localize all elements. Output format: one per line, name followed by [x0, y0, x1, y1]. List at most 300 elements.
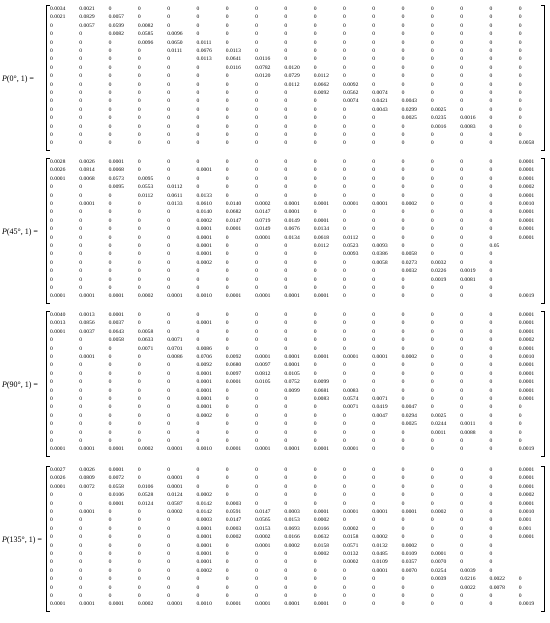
- matrix-cell: 0: [518, 132, 522, 138]
- matrix-cell: 0: [284, 90, 288, 96]
- matrix-cell: 0: [284, 345, 288, 352]
- matrix-cell: 0.0226: [430, 268, 447, 275]
- matrix-cell: 0.0057: [108, 14, 124, 21]
- matrix-cell: 0: [167, 276, 170, 283]
- matrix-cell: 0: [137, 6, 141, 12]
- matrix-cell: 0.0132: [343, 551, 359, 557]
- matrix-cell: 0.0058: [108, 337, 124, 344]
- matrix-cell: 0: [137, 167, 141, 174]
- matrix-cell: 0: [489, 234, 493, 241]
- matrix-cell: 0: [225, 81, 229, 88]
- matrix-cell: 0: [225, 192, 229, 199]
- matrix-cell: 0: [372, 467, 376, 473]
- matrix-cell: 0: [225, 328, 229, 335]
- matrix-cell: 0: [401, 48, 405, 54]
- matrix-cell: 0: [167, 14, 170, 21]
- matrix-cell: 0: [284, 259, 288, 266]
- matrix-cell: 0: [489, 184, 493, 191]
- matrix-cell: 0: [137, 209, 141, 216]
- matrix-cell: 0: [401, 167, 405, 174]
- matrix-cell: 0: [313, 98, 317, 105]
- matrix-cell: 0.0587: [167, 500, 183, 507]
- matrix-cell: 0.0099: [313, 379, 330, 386]
- matrix-cell: 0: [225, 542, 229, 549]
- matrix-cell: 0: [460, 175, 463, 182]
- matrix-cell: 0.0001: [518, 217, 535, 224]
- matrix-cell: 0.0002: [196, 217, 212, 224]
- matrix-cell: 0: [255, 175, 258, 182]
- matrix-cell: 0: [372, 276, 376, 283]
- matrix-cell: 0: [518, 14, 522, 21]
- matrix-cell: 0: [167, 412, 170, 419]
- matrix-cell: 0: [460, 234, 463, 241]
- matrix-cell: 0: [108, 517, 112, 524]
- matrix-cell: 0: [137, 387, 141, 394]
- matrix-cell: 0.0650: [167, 39, 183, 46]
- matrix-cell: 0: [108, 259, 112, 266]
- matrix-cell: 0.0071: [137, 345, 154, 352]
- matrix-cell: 0.0001: [196, 167, 212, 174]
- matrix-cell: 0: [460, 517, 463, 524]
- matrix-cell: 0: [79, 192, 83, 199]
- matrix-cell: 0: [225, 559, 229, 566]
- matrix-cell: 0.0001: [518, 345, 535, 352]
- matrix-cell: 0: [489, 467, 493, 473]
- matrix-cell: 0: [489, 312, 493, 318]
- matrix-cell: 0: [50, 387, 53, 394]
- matrix-cell: 0: [460, 354, 463, 360]
- matrix-cell: 0: [489, 81, 493, 88]
- matrix-cell: 0: [255, 387, 258, 394]
- matrix-cell: 0.0039: [430, 576, 447, 583]
- matrix-cell: 0: [108, 593, 112, 599]
- matrix-cell: 0: [313, 483, 317, 490]
- matrix-cell: 0: [196, 584, 200, 591]
- matrix-cell: 0: [284, 559, 288, 566]
- matrix-cell: 0: [196, 123, 200, 130]
- matrix-cell: 0: [284, 567, 288, 574]
- matrix-cell: 0: [430, 584, 434, 591]
- matrix-cell: 0: [284, 320, 288, 327]
- matrix-cell: 0.0001: [518, 159, 535, 165]
- matrix-cell: 0: [372, 140, 376, 147]
- matrix-p-135: [0, 466, 550, 612]
- matrix-cell: 0: [460, 31, 463, 38]
- matrix-cell: 0: [50, 559, 53, 566]
- matrix-cell: 0: [50, 81, 53, 88]
- matrix-cell: 0: [489, 542, 493, 549]
- matrix-cell: 0: [518, 429, 522, 436]
- matrix-cell: 0: [430, 379, 434, 386]
- matrix-cell: 0.0523: [343, 243, 359, 249]
- matrix-cell: 0: [79, 492, 83, 499]
- matrix-label-var: P: [2, 535, 7, 544]
- matrix-cell: 0: [460, 64, 463, 71]
- matrix-cell: 0.0610: [196, 201, 212, 207]
- matrix-cell: 0: [79, 39, 83, 46]
- matrix-cell: 0: [343, 132, 346, 138]
- matrix-cell: 0: [489, 140, 493, 147]
- matrix-cell: 0: [108, 429, 112, 436]
- matrix-cell: 0.0002: [372, 534, 388, 541]
- matrix-cell: 0.0074: [372, 90, 388, 96]
- matrix-cell: 0.0001: [50, 483, 66, 490]
- matrix-cell: 0: [225, 31, 229, 38]
- matrix-cell: 0: [108, 421, 112, 428]
- matrix-cell: 0: [225, 475, 229, 482]
- matrix-cell: 0: [137, 551, 141, 557]
- matrix-cell: 0: [313, 362, 317, 369]
- matrix-cell: 0.0043: [401, 98, 417, 105]
- matrix-cell: 0: [401, 184, 405, 191]
- matrix-cell: 0.0001: [196, 370, 212, 377]
- matrix-cell: 0: [313, 132, 317, 138]
- matrix-cell: 0: [460, 551, 463, 557]
- matrix-cell: 0: [372, 421, 376, 428]
- matrix-cell: 0.0001: [79, 446, 95, 453]
- matrix-cell: 0: [225, 132, 229, 138]
- matrix-cell: 0: [518, 90, 522, 96]
- matrix-cell: 0: [196, 593, 200, 599]
- matrix-cell: 0: [137, 475, 141, 482]
- matrix-cell: 0.0001: [196, 396, 212, 402]
- matrix-cell: 0: [430, 217, 434, 224]
- matrix-cell: 0.0142: [196, 500, 212, 507]
- matrix-cell: 0: [460, 312, 463, 318]
- matrix-cell: 0: [79, 534, 83, 541]
- matrix-cell: 0.0357: [401, 559, 417, 566]
- matrix-cell: 0.0001: [313, 217, 330, 224]
- matrix-cell: 0: [79, 226, 83, 233]
- matrix-cell: 0.0001: [167, 446, 183, 453]
- matrix-cell: 0: [167, 396, 170, 402]
- matrix-cell: 0.0001: [518, 467, 535, 473]
- matrix-cell: 0: [518, 438, 522, 444]
- matrix-cell: 0: [430, 525, 434, 532]
- matrix-cell: 0: [343, 379, 346, 386]
- matrix-cell: 0.0003: [284, 509, 300, 515]
- matrix-cell: 0: [313, 184, 317, 191]
- matrix-cell: 0.0001: [108, 312, 124, 318]
- matrix-cell: 0.0124: [167, 492, 183, 499]
- matrix-cell: 0.0010: [196, 446, 212, 453]
- matrix-cell: 0: [372, 159, 376, 165]
- matrix-cell: 0.0701: [167, 345, 183, 352]
- matrix-cell: 0: [372, 14, 376, 21]
- matrix-cell: 0.0116: [255, 56, 271, 63]
- matrix-cell: 0: [225, 14, 229, 21]
- matrix-cell: 0: [137, 312, 141, 318]
- matrix-cell: 0: [50, 123, 53, 130]
- matrix-cell: 0: [50, 525, 53, 532]
- matrix-cell: 0: [489, 354, 493, 360]
- matrix-cell: 0: [401, 467, 405, 473]
- matrix-cell: 0: [167, 251, 170, 258]
- matrix-cell: 0.0001: [401, 509, 417, 515]
- matrix-cell: 0: [196, 106, 200, 113]
- matrix-cell: 0: [430, 404, 434, 411]
- matrix-cell: 0: [460, 328, 463, 335]
- matrix-cell: 0: [255, 345, 258, 352]
- matrix-cell: 0: [313, 320, 317, 327]
- matrix-cell: 0: [108, 81, 112, 88]
- matrix-cell: 0: [430, 31, 434, 38]
- matrix-cell: 0.0001: [255, 446, 271, 453]
- matrix-cell: 0: [430, 251, 434, 258]
- matrix-cell: 0.0002: [196, 567, 212, 574]
- matrix-cell: 0: [50, 48, 53, 54]
- matrix-cell: 0: [284, 175, 288, 182]
- matrix-cell: 0: [108, 217, 112, 224]
- matrix-cell: 0: [460, 39, 463, 46]
- matrix-cell: 0.0676: [196, 48, 212, 54]
- matrix-cell: 0: [489, 175, 493, 182]
- matrix-cell: 0: [108, 412, 112, 419]
- matrix-cell: 0: [167, 429, 170, 436]
- matrix-cell: 0: [489, 123, 493, 130]
- matrix-cell: 0: [79, 421, 83, 428]
- matrix-cell: 0.0113: [196, 56, 212, 63]
- matrix-cell: 0: [401, 312, 405, 318]
- matrix-cell: 0: [401, 320, 405, 327]
- matrix-cell: 0: [225, 184, 229, 191]
- matrix-cell: 0: [196, 285, 200, 291]
- matrix-cell: 0.0618: [313, 234, 330, 241]
- matrix-cell: 0.0124: [137, 500, 154, 507]
- matrix-cell: 0: [489, 404, 493, 411]
- matrix-cell: 0: [489, 106, 493, 113]
- matrix-cell: 0.0019: [430, 276, 447, 283]
- matrix-cell: 0: [489, 201, 493, 207]
- matrix-cell: 0: [137, 412, 141, 419]
- matrix-cell: 0: [284, 159, 288, 165]
- matrix-cell: 0: [79, 115, 83, 122]
- matrix-cell: 0: [50, 492, 53, 499]
- matrix-cell: 0.0058: [137, 328, 154, 335]
- matrix-cell: 0: [460, 412, 463, 419]
- matrix-cell: 0: [225, 396, 229, 402]
- matrix-cell: 0: [50, 22, 53, 29]
- matrix-cell: 0: [50, 132, 53, 138]
- matrix-cell: 0: [401, 328, 405, 335]
- matrix-cell: 0.0026: [50, 167, 66, 174]
- matrix-cell: 0.0166: [313, 525, 330, 532]
- matrix-cell: 0: [225, 593, 229, 599]
- matrix-cell: 0.0111: [196, 39, 212, 46]
- matrix-cell: 0.0112: [167, 184, 183, 191]
- matrix-cell: 0: [79, 73, 83, 80]
- matrix-cell: 0.0001: [343, 509, 359, 515]
- matrix-cell: 0: [225, 140, 229, 147]
- matrix-cell: 0: [196, 14, 200, 21]
- matrix-cell: 0: [50, 412, 53, 419]
- matrix-cell: 0.0086: [167, 354, 183, 360]
- matrix-cell: 0: [372, 226, 376, 233]
- matrix-cell: 0.0149: [284, 217, 300, 224]
- matrix-cell: 0.0002: [518, 337, 535, 344]
- matrix-cell: 0: [50, 184, 53, 191]
- matrix-cell: 0: [460, 90, 463, 96]
- matrix-cell: 0.0001: [372, 354, 388, 360]
- matrix-cell: 0: [489, 6, 493, 12]
- matrix-cell: 0: [372, 184, 376, 191]
- matrix-cell: 0: [401, 362, 405, 369]
- matrix-cell: 0.0116: [225, 64, 241, 71]
- matrix-cell: 0: [50, 115, 53, 122]
- matrix-cell: 0: [518, 22, 522, 29]
- matrix-cell: 0: [79, 551, 83, 557]
- matrix-cell: 0: [255, 90, 258, 96]
- matrix-cell: 0: [489, 429, 493, 436]
- matrix-cell: 0.0074: [343, 98, 359, 105]
- matrix-cell: 0.0057: [79, 22, 95, 29]
- matrix-cell: 0.0001: [108, 601, 124, 608]
- matrix-cell: 0: [108, 276, 112, 283]
- matrix-cell: 0: [372, 429, 376, 436]
- matrix-cell: 0: [518, 98, 522, 105]
- matrix-cell: 0: [284, 6, 288, 12]
- matrix-cell: 0: [137, 354, 141, 360]
- matrix-cell: 0: [79, 243, 83, 249]
- matrix-cell: 0: [255, 483, 258, 490]
- matrix-cell: 0: [255, 337, 258, 344]
- matrix-cell: 0: [50, 192, 53, 199]
- matrix-cell: 0.0002: [167, 509, 183, 515]
- matrix-cell: 0: [313, 251, 317, 258]
- matrix-cell: 0.0086: [196, 345, 212, 352]
- matrix-cell: 0: [108, 56, 112, 63]
- matrix-cell: 0: [343, 217, 346, 224]
- matrix-p-90: [0, 311, 550, 457]
- matrix-cell: 0: [284, 285, 288, 291]
- matrix-cell: 0: [79, 184, 83, 191]
- matrix-cell: 0: [255, 14, 258, 21]
- matrix-cell: 0: [489, 337, 493, 344]
- matrix-cell: 0.0010: [518, 201, 535, 207]
- matrix-cell: 0: [137, 276, 141, 283]
- matrix-cell: 0.0109: [401, 551, 417, 557]
- matrix-cell: 0.0611: [167, 192, 183, 199]
- matrix-cell: 0: [79, 567, 83, 574]
- matrix-cell: 0.0001: [79, 293, 95, 300]
- matrix-cell: 0: [225, 312, 229, 318]
- matrix-cell: 0: [196, 337, 200, 344]
- matrix-cell: 0: [79, 268, 83, 275]
- matrix-cell: 0: [50, 370, 53, 377]
- matrix-cell: 0: [460, 483, 463, 490]
- matrix-cell: 0: [372, 217, 376, 224]
- matrix-cell: 0.0010: [518, 509, 535, 515]
- matrix-cell: 0: [343, 421, 346, 428]
- matrix-cell: 0: [50, 396, 53, 402]
- matrix-cell: 0: [401, 475, 405, 482]
- matrix-cell: 0: [196, 132, 200, 138]
- matrix-cell: 0.0021: [50, 14, 66, 21]
- matrix-cell: 0: [372, 337, 376, 344]
- matrix-cell: 0: [401, 209, 405, 216]
- matrix-cell: 0: [401, 73, 405, 80]
- matrix-cell: 0: [284, 500, 288, 507]
- matrix-cell: 0.0058: [401, 251, 417, 258]
- matrix-cell: 0.0002: [225, 534, 242, 541]
- matrix-cell: 0.001: [518, 525, 532, 532]
- matrix-cell: 0.0001: [284, 601, 300, 608]
- matrix-label: [2, 74, 34, 83]
- matrix-cell: 0: [313, 345, 317, 352]
- matrix-cell: 0.0001: [50, 328, 66, 335]
- matrix-cell: 0: [343, 412, 346, 419]
- matrix-cell: 0.0112: [343, 234, 359, 241]
- matrix-cell: 0.0149: [255, 226, 271, 233]
- matrix-cell: 0: [108, 404, 112, 411]
- matrix-cell: 0: [167, 123, 170, 130]
- matrix-cell: 0: [430, 345, 434, 352]
- matrix-cell: 0: [167, 73, 170, 80]
- matrix-cell: 0.0134: [284, 234, 300, 241]
- matrix-cell: 0: [313, 115, 317, 122]
- matrix-cell: 0: [196, 140, 200, 147]
- matrix-cell: 0: [284, 48, 288, 54]
- matrix-cell: 0: [343, 475, 346, 482]
- matrix-cell: 0: [50, 542, 53, 549]
- matrix-cell: 0: [489, 412, 493, 419]
- matrix-cell: 0: [225, 6, 229, 12]
- matrix-cell: 0: [255, 276, 258, 283]
- matrix-cell: 0: [225, 320, 229, 327]
- matrix-cell: 0: [489, 293, 493, 300]
- matrix-cell: 0.0011: [460, 421, 476, 428]
- matrix-cell: 0: [430, 387, 434, 394]
- matrix-cell: 0.0034: [50, 6, 66, 12]
- matrix-cell: 0: [430, 234, 434, 241]
- matrix-cell: 0: [225, 243, 229, 249]
- matrix-cell: 0: [196, 73, 200, 80]
- matrix-cell: 0: [284, 584, 288, 591]
- matrix-cell: 0: [284, 593, 288, 599]
- matrix-cell: 0: [225, 234, 229, 241]
- matrix-cell: 0: [343, 285, 346, 291]
- matrix-cell: 0: [460, 601, 463, 608]
- matrix-cell: 0: [489, 483, 493, 490]
- matrix-cell: 0: [401, 56, 405, 63]
- matrix-cell: 0: [137, 81, 141, 88]
- matrix-cell: 0.0022: [460, 584, 476, 591]
- matrix-cell: 0.0001: [196, 542, 212, 549]
- matrix-cell: 0: [343, 593, 346, 599]
- right-bracket: [541, 466, 545, 612]
- matrix-cell: 0: [167, 259, 170, 266]
- matrix-cell: 0: [255, 123, 258, 130]
- matrix-cell: 0: [284, 167, 288, 174]
- matrix-cell: 0: [137, 429, 141, 436]
- matrix-cell: 0: [489, 370, 493, 377]
- matrix-cell: 0: [401, 379, 405, 386]
- matrix-cell: 0: [313, 475, 317, 482]
- matrix-cell: 0: [255, 243, 258, 249]
- matrix-cell: 0: [225, 429, 229, 436]
- matrix-cell: 0.0244: [430, 421, 447, 428]
- matrix-cell: 0.0072: [79, 483, 95, 490]
- matrix-cell: 0: [137, 56, 141, 63]
- matrix-cell: 0: [430, 354, 434, 360]
- matrix-cell: 0: [79, 593, 83, 599]
- matrix-cell: 0: [79, 251, 83, 258]
- matrix-cell: 0: [343, 328, 346, 335]
- matrix-cell: 0.0140: [196, 209, 212, 216]
- matrix-cell: 0.0001: [79, 509, 95, 515]
- matrix-cell: 0: [137, 217, 141, 224]
- matrix-cell: 0: [460, 379, 463, 386]
